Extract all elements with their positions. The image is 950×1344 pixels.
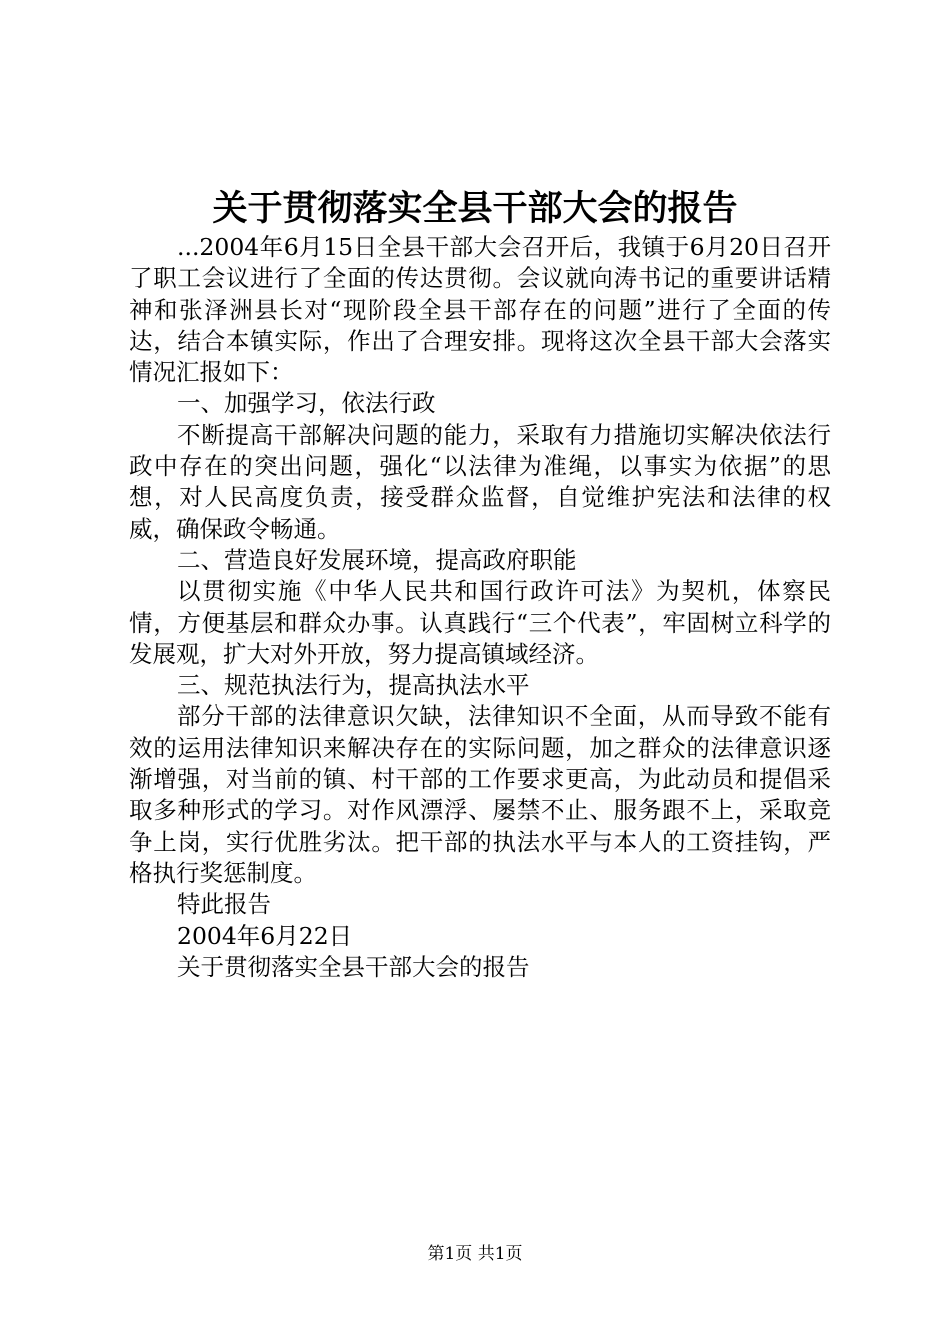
section-heading-2: 二、营造良好发展环境，提高政府职能 [177, 545, 577, 574]
trailing-title: 关于贯彻落实全县干部大会的报告 [177, 952, 530, 981]
closing-line: 特此报告 [177, 890, 271, 919]
document-title: 关于贯彻落实全县干部大会的报告 [212, 188, 738, 229]
section-paragraph-1: 不断提高干部解决问题的能力，采取有力措施切实解决依法行政中存在的突出问题，强化“以法律为准绳，以事实为依据”的思想，对人民高度负责，接受群众监督，自觉维护宪法和法律的权威，确保政令畅通。 [129, 420, 831, 543]
report-date: 2004年6月22日 [177, 921, 353, 950]
section-heading-1: 一、加强学习，依法行政 [177, 389, 436, 418]
document-body [129, 232, 831, 983]
page-number-footer: 第1页 共1页 [427, 1244, 523, 1264]
section-heading-3: 三、规范执法行为，提高执法水平 [177, 671, 530, 700]
intro-paragraph: ...2004年6月15日全县干部大会召开后，我镇于6月20日召开了职工会议进行了全面的传达贯彻。会议就向涛书记的重要讲话精神和张泽洲县长对“现阶段全县干部存在的问题”进行了全面的传达，结合本镇实际，作出了合理安排。现将这次全县干部大会落实情况汇报如下： [129, 233, 831, 387]
section-paragraph-3: 部分干部的法律意识欠缺，法律知识不全面，从而导致不能有效的运用法律知识来解决存在的实际问题，加之群众的法律意识逐渐增强，对当前的镇、村干部的工作要求更高，为此动员和提倡采取多种形式的学习。对作风漂浮、屡禁不止、服务跟不上，采取竞争上岗，实行优胜劣汰。把干部的执法水平与本人的工资挂钩，严格执行奖惩制度。 [129, 702, 831, 887]
section-paragraph-2: 以贯彻实施《中华人民共和国行政许可法》为契机，体察民情，方便基层和群众办事。认真践行“三个代表”，牢固树立科学的发展观，扩大对外开放，努力提高镇域经济。 [129, 577, 831, 668]
